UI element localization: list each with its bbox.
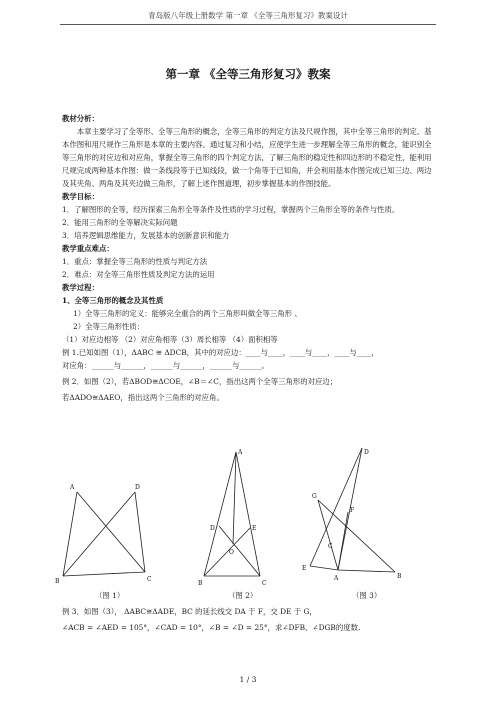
fig3-label-a: A — [334, 575, 339, 582]
definition-item: 1）全等三角形的定义：能够完全重合的两个三角形叫做全等三角形 、 — [73, 309, 302, 318]
process-heading: 教学过程： — [62, 283, 99, 292]
key-point-item: 2．难点：对全等三角形性质及判定方法的运用 — [62, 270, 215, 279]
figure-3-diagram — [300, 444, 430, 589]
fig2-label-b: B — [198, 580, 203, 587]
figure-1-diagram — [55, 444, 175, 584]
figure-2-diagram — [196, 444, 286, 589]
fig3-label-f: F — [350, 507, 355, 514]
example3-line2: ∠ACB = ∠AED = 105°，∠CAD = 10°，∠B = ∠D = 25°，求∠DFB、∠DGB的度数. — [62, 623, 361, 632]
page-number: 1 / 3 — [239, 675, 257, 684]
goal-item: 3．培养逻辑思维能力，发展基本的创新意识和能力 — [62, 231, 230, 240]
figure-3-caption: （图 3） — [352, 591, 382, 600]
goal-item: 2．能用三角形的全等解决实际问题 — [62, 218, 178, 227]
fig2-label-e: E — [252, 525, 257, 532]
example1-line2: 对应角：______与______，______与______，______与______。 — [62, 361, 269, 370]
property-item: 2）全等三角形性质： — [73, 322, 145, 331]
fig3-label-e: E — [302, 565, 307, 572]
key-point-item: 1．重点：掌握全等三角形的性质与判定方法 — [62, 257, 208, 266]
fig1-label-c: C — [147, 576, 152, 583]
analysis-text: 本章主要学习了全等形、全等三角形的概念，全等三角形的判定方法及尺规作图，其中全等三角形的判定、基本作图和用尺规作三角形是本章的主要内容。通过复习和小结，应使学生进一步理解全等三角形的概念，能识别全等三角形的对应边和对应角，掌握全等三角形的四个判定方法，了解三角形的稳定性和四边形的不稳定性，能利用尺规完成两种基本作图：做一条线段等于已知线段，做一个角等于已知角，并会利用基本作图完成已知三边、两边及其夹角、两角及其夹边做三角形，了解上述作图道理，初步掌握基本的作图技能。 — [62, 127, 432, 188]
fig3-label-b: B — [397, 573, 402, 580]
fig1-label-d: D — [135, 484, 140, 491]
example1-line1: 例 1.已知如图（1），ΔABC ≅ ΔDCB，其中的对应边：____与____，____与____，____与____， — [62, 348, 379, 357]
key-points-heading: 教学重点难点： — [62, 244, 114, 253]
goals-heading: 教学目标： — [62, 192, 99, 201]
example3 — [62, 605, 434, 634]
fig3-label-c: C — [328, 543, 333, 550]
goal-item: 1．了解图形的全等，经历探索三角形全等条件及性质的学习过程，掌握两个三角形全等的条件与性质。 — [62, 205, 400, 214]
example2-line1: 例 2．如图（2），若ΔBOD≅ΔCOE，∠B＝∠C，指出这两个全等三角形的对应边； — [62, 377, 338, 386]
fig2-label-a: A — [238, 449, 243, 456]
analysis-heading: 教材分析： — [62, 114, 99, 123]
fig1-label-b: B — [55, 578, 60, 584]
fig2-label-d: D — [210, 525, 215, 532]
fig1-label-a: A — [70, 484, 75, 491]
fig2-label-o: O — [229, 549, 234, 556]
fig3-label-g: G — [312, 493, 317, 500]
example3-line1: 例 3．如图（3）， ΔABC≅ΔADE，BC 的延长线交 DA 于 F，交 DE 于 G， — [62, 607, 317, 616]
page-title: 第一章 《全等三角形复习》教案 — [165, 67, 331, 81]
figure-2-caption: （图 2） — [228, 591, 258, 600]
example2-line2: 若ΔADO≅ΔAEO，指出这两个三角形的对应角。 — [62, 393, 224, 402]
fig3-label-d: D — [364, 449, 369, 456]
property-list: （1）对应边相等 （2）对应角相等（3）周长相等 （4）面积相等 — [62, 335, 278, 344]
fig2-label-c: C — [262, 580, 267, 587]
figure-1-caption: （图 1） — [95, 591, 125, 600]
page-header: 青岛版八年级上册数学 第一章 《全等三角形复习》教案设计 — [60, 10, 436, 25]
section1-heading: 1、全等三角形的概念及其性质 — [62, 296, 164, 305]
document-body — [62, 112, 434, 404]
